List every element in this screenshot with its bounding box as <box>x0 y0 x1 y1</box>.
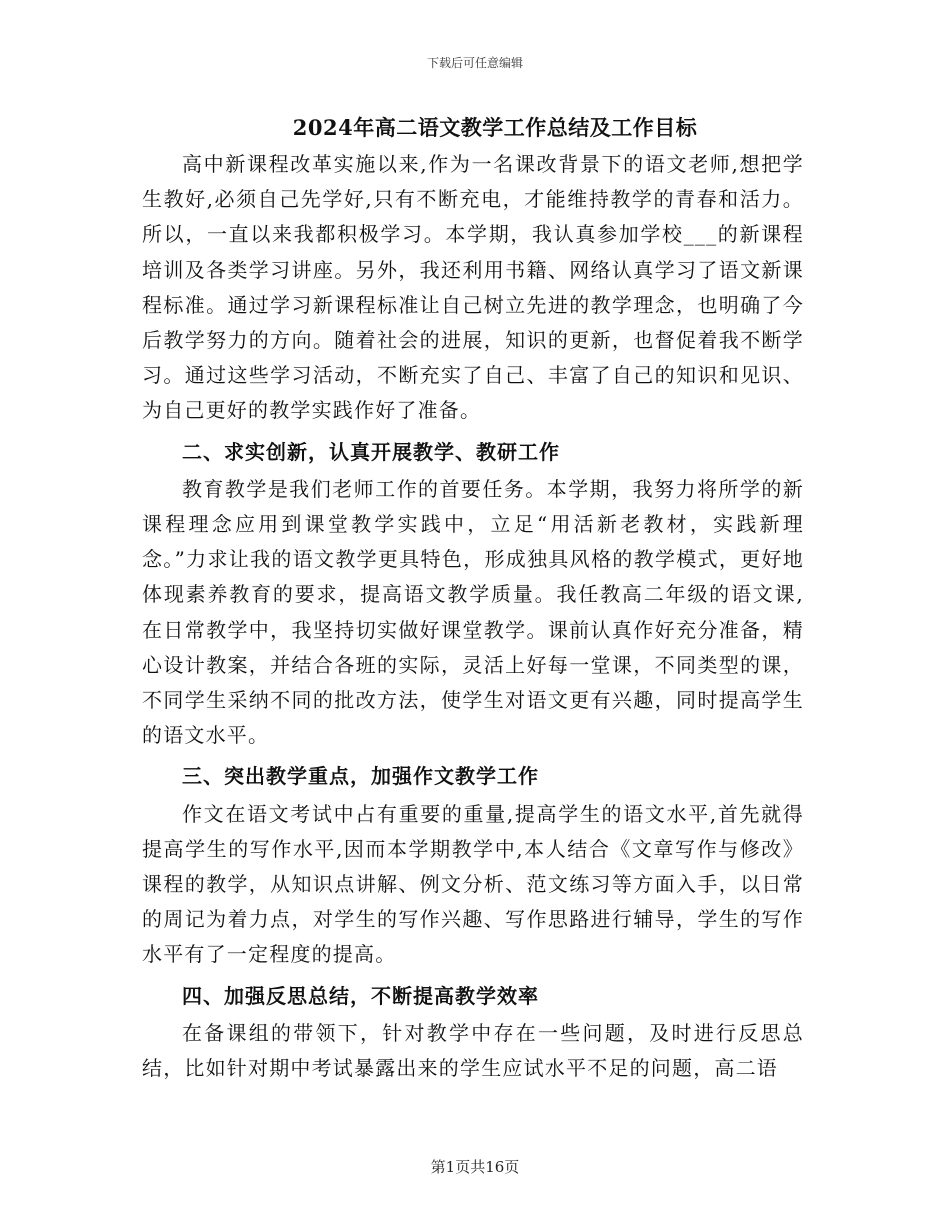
section-heading-4: 四、加强反思总结，不断提高教学效率 <box>182 983 539 1008</box>
document-body <box>142 147 804 1086</box>
header-note: 下载后可任意编辑 <box>426 56 523 70</box>
paragraph-1: 高中新课程改革实施以来,作为一名课改背景下的语文老师,想把学生教好,必须自己先学好,只有不断充电，才能维持教学的青春和活力。所以，一直以来我都积极学习。本学期，我认真参加学校___的新课程培训及各类学习讲座。另外，我还利用书籍、网络认真学习了语文新课程标准。通过学习新课程标准让自己树立先进的教学理念，也明确了今后教学努力的方向。随着社会的进展，知识的更新，也督促着我不断学习。通过这些学习活动，不断充实了自己、丰富了自己的知识和见识、为自己更好的教学实践作好了准备。 <box>142 152 804 423</box>
section-heading-2: 二、求实创新，认真开展教学、教研工作 <box>182 439 560 464</box>
document-title: 2024年高二语文教学工作总结及工作目标 <box>292 115 698 140</box>
section-heading-3: 三、突出教学重点，加强作文教学工作 <box>182 764 539 789</box>
page-number: 第1页共16页 <box>430 1158 520 1176</box>
paragraph-3: 作文在语文考试中占有重要的重量,提高学生的语文水平,首先就得提高学生的写作水平,因而本学期教学中,本人结合《文章写作与修改》课程的教学，从知识点讲解、例文分析、范文练习等方面入手，以日常的周记为着力点，对学生的写作兴趣、写作思路进行辅导，学生的写作水平有了一定程度的提高。 <box>142 801 804 967</box>
paragraph-2: 教育教学是我们老师工作的首要任务。本学期，我努力将所学的新课程理念应用到课堂教学实践中，立足“用活新老教材，实践新理念。”力求让我的语文教学更具特色，形成独具风格的教学模式，更好地体现素养教育的要求，提高语文教学质量。我任教高二年级的语文课,在日常教学中，我坚持切实做好课堂教学。课前认真作好充分准备，精心设计教案，并结合各班的实际，灵活上好每一堂课，不同类型的课，不同学生采纳不同的批改方法，使学生对语文更有兴趣，同时提高学生的语文水平。 <box>142 476 804 748</box>
paragraph-4: 在备课组的带领下，针对教学中存在一些问题，及时进行反思总结，比如针对期中考试暴露出来的学生应试水平不足的问题，高二语 <box>142 1020 804 1081</box>
